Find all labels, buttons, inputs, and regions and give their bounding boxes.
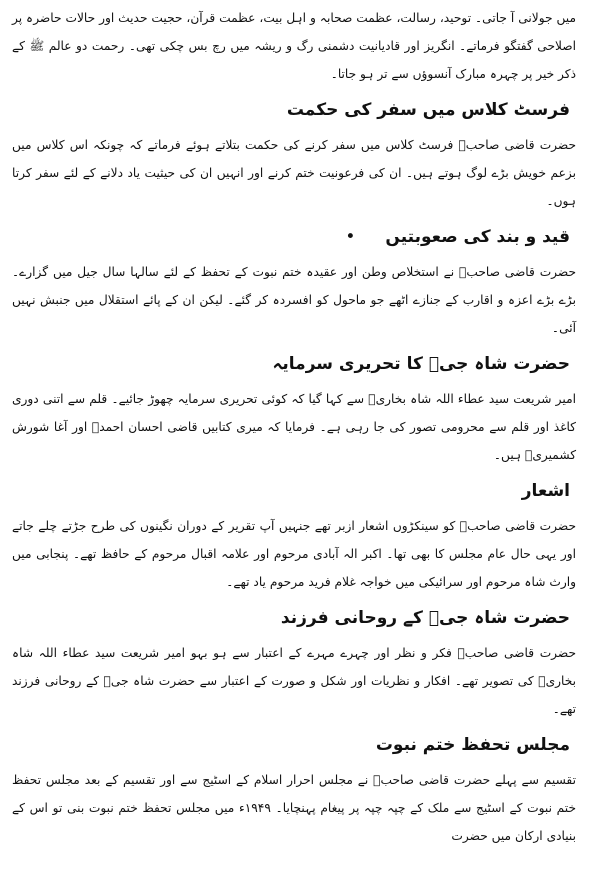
paragraph-written-legacy: امیر شریعت سید عطاء اللہ شاہ بخاریؒ سے کہا گیا کہ کوئی تحریری سرمایہ چھوڑ جائیے۔ قلم سے اتنی دوری کاغذ اور قلم سے محرومی تصور کی جا رہی ہے۔ فرمایا کہ میری کتابیں قاضی احسان احمدؒ اور آغا شورش کشمیریؒ ہیں۔: [12, 392, 576, 462]
paragraph-khatm-e-nubuwwat: تقسیم سے پہلے حضرت قاضی صاحبؒ نے مجلس احرار اسلام کے اسٹیج سے اور تقسیم کے بعد مجلس تحفظ ختم نبوت کے اسٹیج سے ملک کے چپہ چپہ پر پیغام پہنچایا۔ ۱۹۴۹ء میں مجلس تحفظ ختم نبوت بنی تو اس کے بنیادی ارکان میں حضرت: [12, 773, 577, 843]
heading-khatm-e-nubuwwat: مجلس تحفظ ختم نبوت: [375, 735, 570, 755]
intro-paragraph: میں جولانی آ جاتی۔ توحید، رسالت، عظمت صحابہ و اہل بیت، عظمت قرآن، حجیت حدیث اور حالات حاضرہ پر اصلاحی گفتگو فرماتے۔ انگریز اور قادیانیت دشمنی رگ و ریشہ میں رچ بس چکی تھی۔ رحمت دو عالم ﷺ کے ذکر خیر پر چہرہ مبارک آنسوؤں سے تر ہو جاتا۔: [12, 11, 576, 81]
bullet-dot: •: [345, 227, 356, 247]
heading-first-class-travel: فرسٹ کلاس میں سفر کی حکمت: [286, 100, 570, 120]
paragraph-poetry: حضرت قاضی صاحبؒ کو سینکڑوں اشعار ازبر تھے جنہیں آپ تقریر کے دوران نگینوں کی طرح جڑتے چلے جاتے اور یہی حال عام مجلس کا بھی تھا۔ اکبر الہ آبادی مرحوم اور علامہ اقبال مرحوم کے حافظ تھے۔ پنجابی میں وارث شاہ مرحوم اور سرائیکی میں خواجہ غلام فرید مرحوم یاد تھے۔: [12, 519, 576, 589]
paragraph-spiritual-son: حضرت قاضی صاحبؒ فکر و نظر اور چہرے مہرے کے اعتبار سے ہو بہو امیر شریعت سید عطاء اللہ شاہ بخاریؒ کی تصویر تھے۔ افکار و نظریات اور شکل و صورت کے اعتبار سے حضرت شاہ جیؒ کے روحانی فرزند تھے۔: [12, 646, 576, 716]
heading-imprisonment-text: قید و بند کی صعوبتیں: [385, 227, 570, 247]
heading-spiritual-son: حضرت شاہ جیؒ کے روحانی فرزند: [280, 608, 570, 628]
heading-written-legacy: حضرت شاہ جیؒ کا تحریری سرمایہ: [272, 354, 570, 374]
paragraph-first-class-travel: حضرت قاضی صاحبؒ فرسٹ کلاس میں سفر کرنے کی حکمت بتلاتے ہوئے فرماتے کہ چونکہ اس کلاس میں بزعم خویش بڑے لوگ ہوتے ہیں۔ ان کی فرعونیت ختم کرنے اور انہیں ان کی حیثیت یاد دلانے کے لئے سفر کرتا ہوں۔: [12, 138, 576, 208]
paragraph-imprisonment: حضرت قاضی صاحبؒ نے استخلاص وطن اور عقیدہ ختم نبوت کے تحفظ کے لئے سالہا سال جیل میں گزارے۔ بڑے بڑے اعزہ و اقارب کے جنازے اٹھے جو ماحول کو افسردہ کر گئے۔ لیکن ان کے پائے استقلال میں جنبش نہیں آئی۔: [12, 265, 576, 335]
heading-poetry: اشعار: [521, 481, 570, 501]
heading-imprisonment: [12, 224, 570, 250]
